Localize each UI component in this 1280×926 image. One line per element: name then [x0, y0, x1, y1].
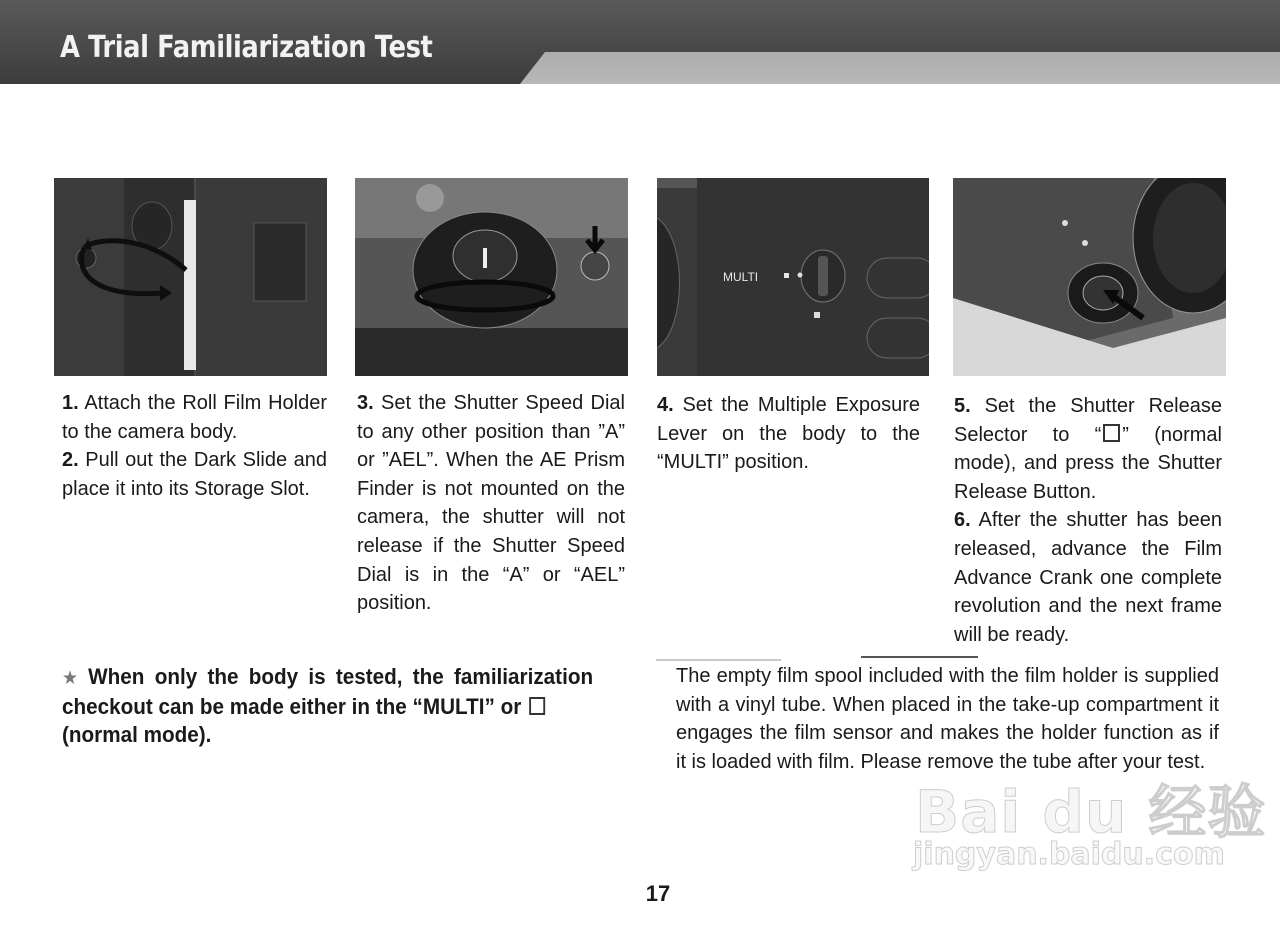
divider-rule-left	[656, 659, 781, 661]
step-4-text: Set the Multiple Exposure Lever on the body to the “MULTI” position.	[657, 394, 921, 474]
camera-film-holder-illustration	[54, 178, 327, 376]
step-1	[62, 389, 327, 446]
divider-rule-right	[861, 656, 978, 658]
step-6-text: After the shutter has been released, advance the Film Advance Crank one complete revolution and the next frame will be ready.	[954, 509, 1222, 646]
step-6-number: 6.	[954, 509, 971, 532]
multi-label: MULTI	[723, 270, 759, 284]
step-4-number: 4.	[657, 394, 674, 416]
watermark-url: jingyan.baidu.com	[913, 837, 1225, 872]
step-1-number: 1.	[62, 392, 79, 414]
step-5	[954, 392, 1222, 506]
step-4	[657, 391, 920, 477]
shutter-release-illustration	[953, 178, 1226, 376]
step-6	[954, 506, 1222, 649]
step-3	[357, 389, 625, 618]
page-title: A Trial Familiarization Test	[60, 30, 433, 65]
photo-multi-lever	[657, 178, 929, 376]
step-5-text-a: Set the Shutter Release Selector to “	[954, 395, 1222, 446]
step-2-text: Pull out the Dark Slide and place it into its Storage Slot.	[62, 449, 327, 500]
step-column-4	[657, 391, 920, 477]
photo-attach-film-holder	[54, 178, 327, 376]
step-column-1	[62, 389, 327, 503]
vinyl-tube-note: The empty film spool included with the film holder is supplied with a vinyl tube. When placed in the take-up compartment it engages the film sensor and makes the holder function as if it is loaded with film. Please remove the tube after your test.	[676, 665, 1219, 773]
normal-mode-square-icon	[529, 697, 545, 715]
step-3-text: Set the Shutter Speed Dial to any other position than ”A” or ”AEL”. When the AE Prism Finder is not mounted on the camera, the shutter will not release if the Shutter Speed Dial is in the “A” or “AEL” position.	[357, 392, 625, 615]
page-number: 17	[645, 881, 671, 906]
multi-lever-illustration	[657, 178, 929, 376]
step-3-number: 3.	[357, 392, 374, 414]
step-5-text-b: ” (normal mode), and press the Shutter Release Button.	[954, 423, 1222, 503]
note-text-a: When only the body is tested, the familiarization checkout can be made either in the “MULTI” or	[62, 664, 594, 719]
step-column-5	[954, 392, 1222, 649]
step-2-number: 2.	[62, 449, 79, 472]
note-text-b: (normal mode).	[62, 722, 212, 747]
step-2	[62, 446, 327, 503]
star-icon: ★	[62, 668, 83, 689]
body-test-note	[62, 663, 593, 749]
step-column-3	[357, 389, 625, 618]
shutter-dial-illustration	[355, 178, 628, 376]
watermark-main: Bai du 经验	[915, 778, 1267, 846]
photo-shutter-release	[953, 178, 1226, 376]
baidu-jingyan-watermark	[905, 765, 1267, 880]
photo-shutter-speed-dial	[355, 178, 628, 376]
step-1-text: Attach the Roll Film Holder to the camera body.	[62, 392, 327, 443]
normal-mode-square-icon	[1103, 424, 1120, 442]
step-5-number: 5.	[954, 395, 971, 417]
